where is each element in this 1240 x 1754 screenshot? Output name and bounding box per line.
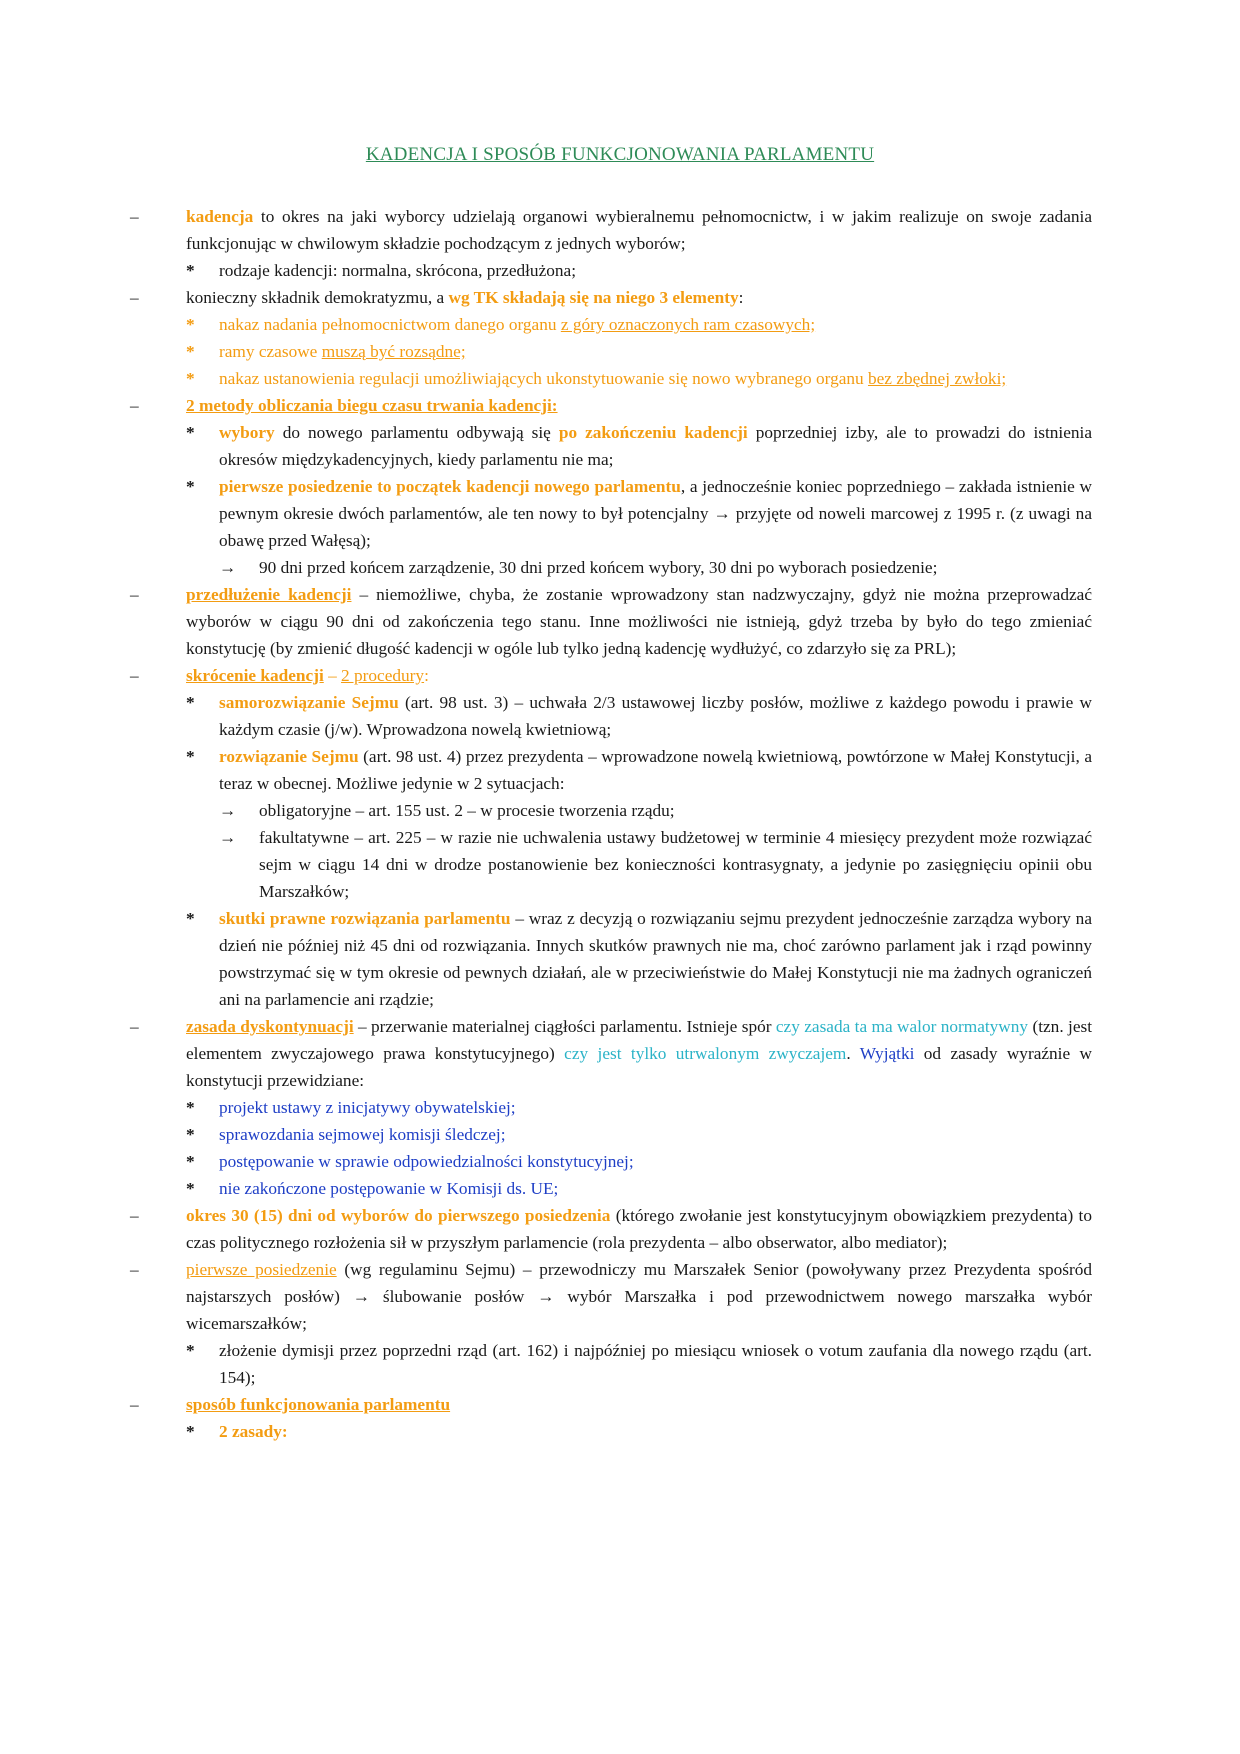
teal-phrase: czy zasada ta ma walor normatywny [775, 1017, 1029, 1036]
document-title: KADENCJA I SPOSÓB FUNKCJONOWANIA PARLAMENTU [365, 144, 875, 165]
underlined-phrase: 2 procedury [341, 666, 425, 685]
highlight-term: pierwsze posiedzenie [186, 1260, 337, 1279]
star-bullet: * [186, 369, 195, 388]
list-item [130, 284, 1092, 311]
star-bullet: * [186, 477, 195, 496]
list-item [130, 581, 1092, 662]
star-bullet: * [186, 747, 195, 766]
list-item [130, 1391, 1092, 1418]
sub-list-item [148, 1175, 1092, 1202]
item-text: (art. 98 ust. 4) przez prezydenta – wprowadzone nowelą kwietniową, powtórzone w Małej Konstytucji, a teraz w obecnej. Możliwe jedynie w 2 sytuacjach: [219, 747, 1092, 793]
dash-bullet: – [130, 396, 139, 415]
highlight-term: 2 zasady: [219, 1422, 288, 1441]
sub-list-item [148, 1418, 1092, 1445]
item-text: od zasady wyraźnie w konstytucji przewidziane: [186, 1044, 1093, 1090]
item-text: 90 dni przed końcem zarządzenie, 30 dni przed końcem wybory, 30 dni po wyborach posiedzenie; [259, 558, 938, 577]
highlight-term: samorozwiązanie Sejmu [219, 693, 399, 712]
highlight-term: skutki prawne rozwiązania parlamentu [219, 909, 511, 928]
underlined-phrase: z góry oznaczonych ram czasowych; [560, 315, 816, 334]
item-text: , a jednocześnie koniec poprzedniego – zakłada istnienie w pewnym okresie dwóch parlamentów, ale ten nowy to był potencjalny → przyjęte od noweli marcowej z 1995 r. (z uwagi na obawę przed Wałęsą); [219, 477, 1092, 550]
dash-bullet: – [130, 1395, 139, 1414]
dash-bullet: – [130, 288, 139, 307]
item-text: fakultatywne – art. 225 – w razie nie uchwalenia ustawy budżetowej w terminie 4 miesięcy prezydent może rozwiązać sejm w ciągu 14 dni w drodze postanowienie bez konieczności kontrasygnaty, a jedynie po zasięgnięciu opinii obu Marszałków; [259, 828, 1092, 901]
star-bullet: * [186, 261, 195, 280]
sub-list-item [148, 257, 1092, 284]
item-text: postępowanie w sprawie odpowiedzialności konstytucyjnej; [219, 1152, 634, 1171]
item-text: poprzedniej izby, ale to prowadzi do istnienia okresów międzykadencyjnych, kiedy parlamentu nie ma; [219, 423, 1092, 469]
sub-list-item [148, 473, 1092, 554]
item-text: (tzn. jest elementem zwyczajowego prawa konstytucyjnego) [186, 1017, 1093, 1063]
underlined-phrase: muszą być rozsądne; [321, 342, 466, 361]
list-item [130, 1013, 1093, 1094]
item-text: ramy czasowe [219, 342, 322, 361]
star-bullet: * [186, 693, 195, 712]
sub-list-item [148, 1337, 1092, 1391]
star-bullet: * [186, 909, 195, 928]
dash-bullet: – [130, 1017, 139, 1036]
list-item [130, 1256, 1093, 1337]
dash-bullet: – [130, 1206, 139, 1225]
sub-list-item [148, 1121, 1092, 1148]
sub-list-item [148, 419, 1092, 473]
document-body [130, 203, 1093, 1445]
item-text: (wg regulaminu Sejmu) – przewodniczy mu Marszałek Senior (powoływany przez Prezydenta spośród najstarszych posłów) → ślubowanie posłów → wybór Marszałka i pod przewodnictwem nowego marszałka wybór wicemarszałków; [186, 1260, 1093, 1333]
item-text: sprawozdania sejmowej komisji śledczej; [219, 1125, 506, 1144]
arrow-bullet: → [219, 828, 237, 847]
star-bullet: * [186, 1125, 195, 1144]
item-text: konieczny składnik demokratyzmu, a [186, 288, 449, 307]
sub-list-item [148, 365, 1092, 392]
item-text: : [424, 666, 429, 685]
highlight-term: okres 30 (15) dni od wyborów do pierwszego posiedzenia [186, 1206, 611, 1225]
star-bullet: * [186, 1152, 195, 1171]
highlight-term: kadencja [186, 207, 254, 226]
highlight-term: wybory [219, 423, 275, 442]
arrow-list-item [148, 554, 1092, 581]
highlight-term: przedłużenie kadencji [186, 585, 352, 604]
dash-bullet: – [130, 666, 139, 685]
dash-bullet: – [130, 207, 139, 226]
item-text: do nowego parlamentu odbywają się [274, 423, 559, 442]
item-text: rodzaje kadencji: normalna, skrócona, przedłużona; [219, 261, 576, 280]
dash-bullet: – [130, 1260, 139, 1279]
sub-list-item [148, 689, 1092, 743]
sub-list-item [148, 1094, 1092, 1121]
highlight-term: zasada dyskontynuacji [186, 1017, 354, 1036]
item-text: nakaz nadania pełnomocnictwom danego organu [219, 315, 561, 334]
item-text: obligatoryjne – art. 155 ust. 2 – w procesie tworzenia rządu; [259, 801, 675, 820]
sub-list-item [148, 311, 1092, 338]
item-text: – niemożliwe, chyba, że zostanie wprowadzony stan nadzwyczajny, gdyż nie można przeprowadzać wyborów w ciągu 90 dni od zakończenia tego stanu. Inne możliwości nie istnieją, gdyż trzeba by było do tego zmieniać konstytucję (by zmienić długość kadencji w ogóle lub tylko jedną kadencję wydłużyć, co zdarzyło się za PRL); [186, 585, 1092, 658]
sub-list-item [148, 1148, 1092, 1175]
highlight-term: pierwsze posiedzenie to początek kadencji nowego parlamentu [219, 477, 681, 496]
sub-list-item [148, 338, 1092, 365]
list-item [130, 1202, 1092, 1256]
arrow-list-item [148, 797, 1092, 824]
item-text: – przerwanie materialnej ciągłości parlamentu. Istnieje spór [353, 1017, 776, 1036]
item-text: projekt ustawy z inicjatywy obywatelskiej; [219, 1098, 516, 1117]
star-bullet: * [186, 342, 195, 361]
section-heading: sposób funkcjonowania parlamentu [186, 1395, 451, 1414]
item-text: to okres na jaki wyborcy udzielają organowi wybieralnemu pełnomocnictw, i w jakim realizuje on swoje zadania funkcjonując w chwilowym składzie pochodzącym z jednych wyborów; [186, 207, 1092, 253]
item-text: : [738, 288, 744, 307]
list-item [130, 662, 1092, 689]
item-text: . [846, 1044, 860, 1063]
star-bullet: * [186, 1179, 195, 1198]
highlight-term: skrócenie kadencji [186, 666, 324, 685]
blue-phrase: Wyjątki [859, 1044, 915, 1063]
item-text: – [323, 666, 342, 685]
section-heading: 2 metody obliczania biegu czasu trwania kadencji: [186, 396, 558, 415]
sub-list-item [148, 905, 1092, 1013]
star-bullet: * [186, 1422, 195, 1441]
dash-bullet: – [130, 585, 139, 604]
star-bullet: * [186, 1098, 195, 1117]
highlight-term: po zakończeniu kadencji [558, 423, 748, 442]
underlined-phrase: bez zbędnej zwłoki; [867, 369, 1007, 388]
list-item [130, 203, 1092, 257]
star-bullet: * [186, 423, 195, 442]
star-bullet: * [186, 315, 195, 334]
star-bullet: * [186, 1341, 195, 1360]
highlight-term: rozwiązanie Sejmu [219, 747, 359, 766]
item-text: (którego zwołanie jest konstytucyjnym obowiązkiem prezydenta) to czas politycznego rozłożenia sił w przyszłym parlamencie (rola prezydenta – albo obserwator, albo mediator); [186, 1206, 1092, 1252]
highlight-term: wg TK składają się na niego 3 elementy [448, 288, 739, 307]
sub-list-item [148, 743, 1092, 797]
arrow-bullet: → [219, 558, 237, 577]
item-text: nie zakończone postępowanie w Komisji ds. UE; [219, 1179, 559, 1198]
arrow-list-item [148, 824, 1092, 905]
item-text: (art. 98 ust. 3) – uchwała 2/3 ustawowej liczby posłów, możliwe z każdego powodu i prawie w każdym czasie (j/w). Wprowadzona nowelą kwietniową; [219, 693, 1093, 739]
arrow-bullet: → [219, 801, 237, 820]
item-text: nakaz ustanowienia regulacji umożliwiających ukonstytuowanie się nowo wybranego organu [219, 369, 868, 388]
item-text: złożenie dymisji przez poprzedni rząd (art. 162) i najpóźniej po miesiącu wniosek o votum zaufania dla nowego rządu (art. 154); [219, 1341, 1092, 1387]
item-text: – wraz z decyzją o rozwiązaniu sejmu prezydent jednocześnie zarządza wybory na dzień nie później niż 45 dni od rozwiązania. Innych skutków prawnych nie ma, choć zarówno parlament jak i rząd powinny powstrzymać się w tym okresie od pewnych działań, ale w przeciwieństwie do Małej Konstytucji nie ma żadnych ograniczeń ani na parlamencie ani rządzie; [219, 909, 1092, 1009]
teal-phrase: czy jest tylko utrwalonym zwyczajem [564, 1044, 847, 1063]
list-item [130, 392, 1092, 419]
